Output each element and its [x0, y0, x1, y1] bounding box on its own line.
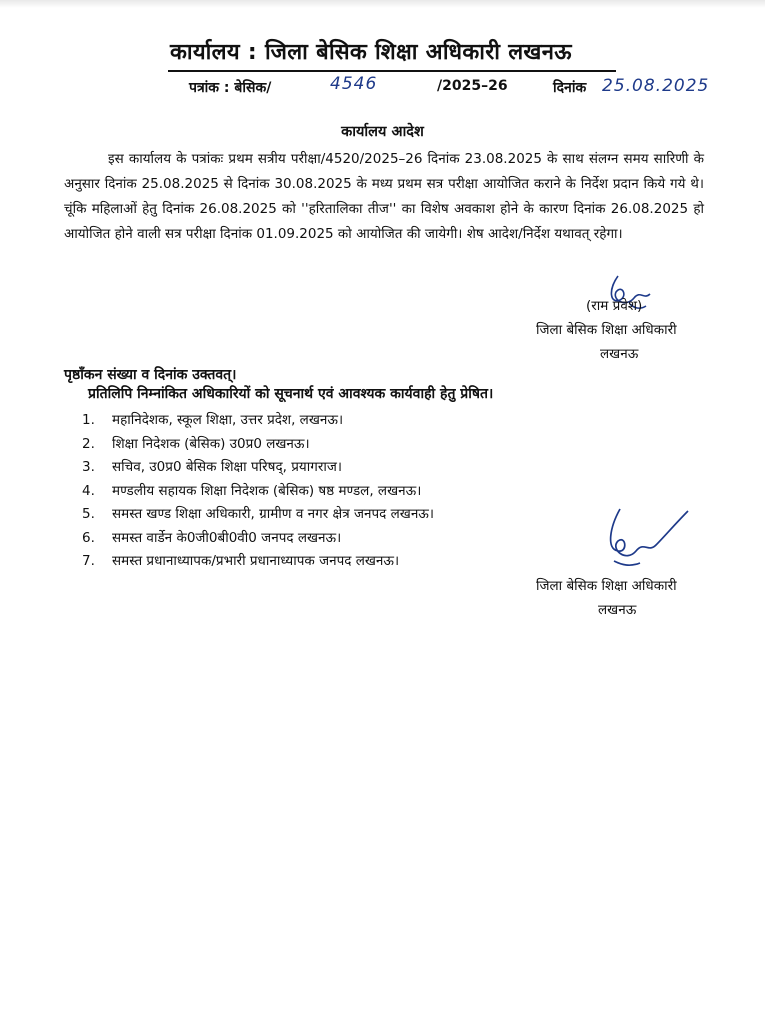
signatory-designation: जिला बेसिक शिक्षा अधिकारी — [536, 322, 677, 338]
ref-year: /2025–26 — [437, 78, 508, 94]
list-item: 3. सचिव, उ0प्र0 बेसिक शिक्षा परिषद्, प्रयागराज। — [82, 459, 342, 475]
endorsement-line: पृष्ठाँकन संख्या व दिनांक उक्तवत्। — [64, 367, 237, 383]
list-item: 2. शिक्षा निदेशक (बेसिक) उ0प्र0 लखनऊ। — [82, 435, 310, 452]
signature-scribble-2 — [600, 505, 695, 575]
scan-edge — [0, 0, 765, 8]
recipient-list — [82, 409, 434, 574]
copy-intro: प्रतिलिपि निम्नांकित अधिकारियों को सूचनार्थ एवं आवश्यक कार्यवाही हेतु प्रेषित। — [88, 386, 494, 402]
ref-number-handwritten: 4546 — [330, 74, 378, 94]
list-item: 6. समस्त वार्डेन के0जी0बी0वी0 जनपद लखनऊ। — [82, 529, 342, 546]
date-handwritten: 25.08.2025 — [602, 76, 710, 96]
order-body: इस कार्यालय के पत्रांकः प्रथम सत्रीय परीक्षा/4520/2025–26 दिनांक 23.08.2025 के साथ संलग्न समय सारिणी के अनुसार दिनांक 25.08.2025 से दिनांक 30.08.2025 के मध्य प्रथम सत्र परीक्षा आयोजित कराने के निर्देश प्रदान किये गये थे। चूंकि महिलाओं हेतु दिनांक 26.08.2025 को ''हरितालिका तीज'' का विशेष अवकाश होने के कारण दिनांक 26.08.2025 हो आयोजित होने वाली सत्र परीक्षा दिनांक 01.09.2025 को आयोजित की जायेगी। शेष आदेश/निर्देश यथावत् रहेगा। — [64, 151, 704, 242]
order-title: कार्यालय आदेश — [341, 124, 424, 140]
list-item: 4. मण्डलीय सहायक शिक्षा निदेशक (बेसिक) षष्ठ मण्डल, लखनऊ। — [82, 482, 422, 499]
signatory-designation-2: जिला बेसिक शिक्षा अधिकारी — [536, 578, 677, 594]
list-item: 5. समस्त खण्ड शिक्षा अधिकारी, ग्रामीण व नगर क्षेत्र जनपद लखनऊ। — [82, 506, 435, 522]
date-label: दिनांक — [553, 80, 587, 96]
list-item: 7. समस्त प्रधानाध्यापक/प्रभारी प्रधानाध्यापक जनपद लखनऊ। — [82, 553, 400, 569]
heading-underline — [168, 70, 616, 72]
signatory-place: लखनऊ — [600, 346, 639, 362]
ref-label: पत्रांक : बेसिक/ — [189, 80, 272, 96]
signatory-name: (राम प्रवेश) — [586, 298, 643, 314]
office-heading: कार्यालय : जिला बेसिक शिक्षा अधिकारी लखनऊ — [170, 40, 572, 65]
list-item: 1. महानिदेशक, स्कूल शिक्षा, उत्तर प्रदेश, लखनऊ। — [82, 412, 344, 428]
signatory-place-2: लखनऊ — [598, 602, 637, 618]
